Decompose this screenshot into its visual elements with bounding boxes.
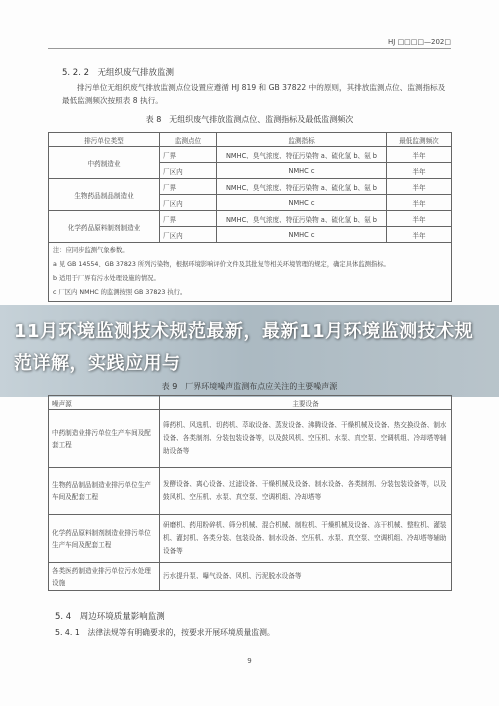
table8-point-cell: 厂界: [160, 147, 217, 163]
table8-point-cell: 厂区内: [160, 195, 217, 211]
table8-index-cell: NMHC c: [217, 163, 387, 179]
table8-type-cell: 生物药品制品制造业: [49, 179, 160, 211]
table8-index-cell: NMHC、臭气浓度、特征污染物 a、硫化氢 b、氨 b: [217, 179, 387, 195]
table8-type-cell: 中药制造业: [49, 147, 160, 179]
table8-type-cell: 化学药品原料制剂制造业: [49, 211, 160, 243]
table8-freq-cell: 半年: [387, 211, 452, 227]
table8-point-cell: 厂界: [160, 179, 217, 195]
table8-note: 注：应同步监测气象参数。: [53, 247, 129, 254]
table9-source-cell: 生物药品制品制造业排污单位生产车间及配套工程: [49, 468, 160, 515]
table-row: [49, 515, 452, 563]
table9-source-cell: 化学药品原料制剂制造业排污单位生产车间及配套工程: [49, 515, 160, 563]
table9-caption: 表 9 厂界环境噪声监测布点应关注的主要噪声源: [161, 382, 338, 391]
table8-index-cell: NMHC c: [217, 227, 387, 243]
section-54-heading: 5. 4 周边环境质量影响监测: [55, 612, 165, 622]
table8-header-freq: 最低监测频次: [387, 133, 452, 147]
table8-notes: [49, 243, 452, 302]
table8-caption: 表 8 无组织废气排放监测点位、监测指标及最低监测频次: [145, 115, 354, 124]
table8-freq-cell: 半年: [387, 163, 452, 179]
table-row: [49, 410, 452, 468]
table9-source-cell: 各类医药制造业排污单位污水处理设施: [49, 563, 160, 591]
table8-freq-cell: 半年: [387, 195, 452, 211]
table8-point-cell: 厂界: [160, 211, 217, 227]
table9-header-equipment: 主要设备: [160, 396, 452, 410]
table-row: [49, 147, 452, 163]
table8-freq-cell: 半年: [387, 179, 452, 195]
table9-equipment-cell: 污水提升泵、曝气设备、风机、污泥脱水设备等: [160, 563, 452, 591]
table8-freq-cell: 半年: [387, 147, 452, 163]
table9: [48, 395, 452, 591]
section-522-paragraph: 排污单位无组织废气排放监测点位设置应遵循 HJ 819 和 GB 37822 中的原则，其排放监测点位、监测指标及最低监测频次按照表 8 执行。: [62, 83, 446, 105]
table8-point-cell: 厂区内: [160, 163, 217, 179]
table8: [48, 132, 452, 302]
table8-header-index: 监测指标: [217, 133, 387, 147]
table9-header-row: [49, 396, 452, 410]
table9-equipment-cell: 筛药机、风选机、切药机、萃取设备、蒸发设备、沸腾设备、干燥机械及设备、热交换设备、制水设备、各类制剂、分装包装设备等，以及鼓风机、空压机、水泵、真空泵、空调机组、冷却塔等辅助设备等: [160, 410, 452, 468]
table8-note: a 见 GB 14554、GB 37823 所列污染物，根据环境影响评价文件及其批复等相关环境管理的规定，确定具体监测指标。: [53, 261, 390, 268]
table8-header-point: 监测点位: [160, 133, 217, 147]
table9-equipment-cell: 发酵设备、离心设备、过滤设备、干燥机械及设备、制水设备、各类制剂、分装包装设备等，以及鼓风机、空压机、水泵、真空泵、空调机组、冷却塔等: [160, 468, 452, 515]
table8-index-cell: NMHC c: [217, 195, 387, 211]
table-row: [49, 563, 452, 591]
section-541-text: 5. 4. 1 法律法规等有明确要求的，按要求开展环境质量监测。: [55, 628, 275, 637]
table8-header-type: 排污单位类型: [49, 133, 160, 147]
page-number: 9: [247, 657, 252, 665]
section-522-heading: 5. 2. 2 无组织废气排放监测: [62, 68, 175, 78]
table-row: [49, 468, 452, 515]
table8-note: c 厂区内 NMHC 的监测按照 GB 37823 执行。: [53, 289, 187, 296]
table9-header-source: 噪声源: [49, 396, 160, 410]
header-rule: [48, 48, 451, 49]
table8-point-cell: 厂区内: [160, 227, 217, 243]
table8-note: b 适用于厂界有污水处理设施的情况。: [53, 275, 160, 282]
table9-source-cell: 中药制造业排污单位生产车间及配套工程: [49, 410, 160, 468]
table8-header-row: [49, 133, 452, 147]
table8-freq-cell: 半年: [387, 227, 452, 243]
banner-title: 11月环境监测技术规范最新，最新11月环境监测技术规范详解，实践应用与: [14, 321, 474, 374]
table8-index-cell: NMHC、臭气浓度、特征污染物 a、硫化氢 b、氨 b: [217, 147, 387, 163]
table8-index-cell: NMHC、臭气浓度、特征污染物 a、硫化氢 b、氨 b: [217, 211, 387, 227]
header-code: HJ □□□□—202□: [388, 38, 451, 46]
table-row: [49, 211, 452, 227]
table-row: [49, 179, 452, 195]
table9-equipment-cell: 研磨机、药用粉碎机、筛分机械、混合机械、制粒机、干燥机械及设备、冻干机械、整粒机、灌装机、灌封机、各类分装、包装设备、制水设备、空压机、水泵、真空泵、空调机组、冷却塔等辅助设备等: [160, 515, 452, 563]
table8-notes-row: [49, 243, 452, 302]
